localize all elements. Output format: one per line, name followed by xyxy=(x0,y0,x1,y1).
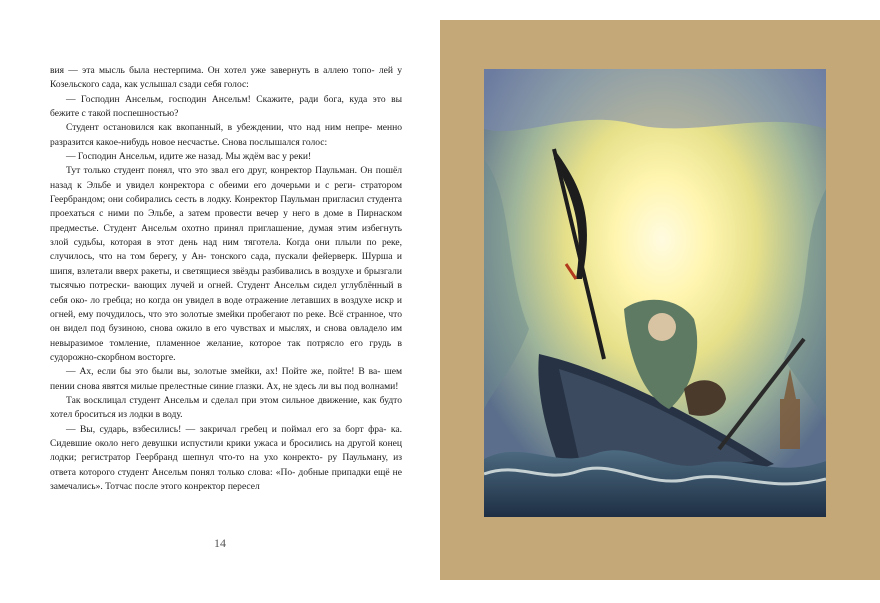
paragraph xyxy=(50,150,402,164)
text-line: Так восклицал студент Ансельм и сделал при этом сильное движение, xyxy=(66,394,360,406)
paragraph xyxy=(50,164,402,365)
text-line: ним тяготела. Когда они плыли по реке, случилось, что на том берегу, у Ан- xyxy=(50,237,402,263)
text-line: — Господин Ансельм, идите же назад. Мы ждём вас у реки! xyxy=(66,151,312,163)
page-number: 14 xyxy=(214,536,226,550)
text-line: шем пении снова явятся милые прелестные синие глазки. Ах, не здесь ли вы xyxy=(50,366,402,392)
text-line: у него в доме в Пирнаском предместье. Студент Ансельм охотно принял xyxy=(50,208,402,234)
text-line: ка. Сидевшие около него девушки испустили крики ужаса и бросились на xyxy=(50,423,402,449)
paragraph xyxy=(50,394,402,423)
text-line: ло гребца; но когда он увидел в воде отражение летавших в воздухе искр xyxy=(90,294,394,306)
text-line: так потрясло его грудь в судорожно-скорбном восторге. xyxy=(50,337,402,363)
paragraph xyxy=(50,64,402,93)
text-line: приглашение, думая этим избегнуть злой судьбы, которая в этот день над xyxy=(50,222,403,249)
text-line: вающих лучей и огней. Студент Ансельм сидел углублённый в себя око- xyxy=(50,280,402,306)
body-text xyxy=(50,64,402,494)
illustration-boat-fireworks xyxy=(484,69,826,517)
text-line: — Господин Ансельм, господин Ансельм! Скажите, ради бога, куда это вы xyxy=(66,93,402,105)
text-line: и снова овладело им невыразимое томление, пламенное желание, которое xyxy=(50,323,402,349)
text-line: тонского сада, пускали фейерверк. Шурша и шипя, взлетали вверх ракеты, xyxy=(50,251,403,277)
text-line: Студент остановился как вкопанный, в убеждении, что над ним непре- xyxy=(66,122,373,134)
text-line: другой конец лодки; регистратор Геербранд шепнул что-то на ухо конректо- xyxy=(50,437,403,464)
paragraph xyxy=(50,423,402,495)
text-line: ру Паульману, из ответа которого студент Ансельм понял только слова: «По- xyxy=(50,452,402,478)
figure-head xyxy=(648,313,676,341)
text-line: Тут только студент понял, что это звал его друг, конректор Паульман. Он xyxy=(66,165,373,177)
text-line: вия — эта мысль была нестерпима. Он хотел уже завернуть в аллею топо- xyxy=(50,65,375,76)
text-line: как будто хотел броситься из лодки в воду. xyxy=(50,394,403,421)
text-line: стратором Геербрандом; они собирались сесть в лодку. Конректор Паульман xyxy=(50,179,402,206)
text-line: странное, что он видел под бузиною, снова ожило в его чувствах и мыслях, xyxy=(50,308,402,335)
right-page xyxy=(440,20,880,580)
text-line: менно разразится какое-нибудь новое несчастье. Снова послышался голос: xyxy=(50,122,402,148)
text-line: и огней, ему почудилось, что это золотые змейки пробегают по реке. Всё xyxy=(50,294,403,320)
text-line: — Ах, если бы это были вы, золотые змейки, ах! Пойте же, пойте! В ва- xyxy=(66,366,381,378)
paragraph xyxy=(50,93,402,122)
text-line: — Вы, сударь, взбесились! — закричал гребец и поймал его за борт фра- xyxy=(66,423,387,435)
text-line: пригласил студента проехаться с ними по Эльбе, а затем провести вечер xyxy=(50,194,403,220)
text-line: и светящиеся звёзды разбивались в воздухе и брызгали тысячью потрески- xyxy=(50,265,403,292)
text-line: бежите с такой поспешностью? xyxy=(50,108,179,120)
text-line: пошёл назад к Эльбе и увидел конректора с обеими его дочерьми и с реги- xyxy=(50,165,402,191)
text-line: добные припадки ещё не замечались». Тотчас после этого конректор пересел xyxy=(50,466,402,492)
text-line: под волнами! xyxy=(344,380,399,392)
paragraph xyxy=(50,121,402,150)
text-line: лей у Козельского сада, как услышал сзади себя голос: xyxy=(50,65,402,91)
upper-wash xyxy=(484,69,826,131)
paragraph xyxy=(50,365,402,394)
